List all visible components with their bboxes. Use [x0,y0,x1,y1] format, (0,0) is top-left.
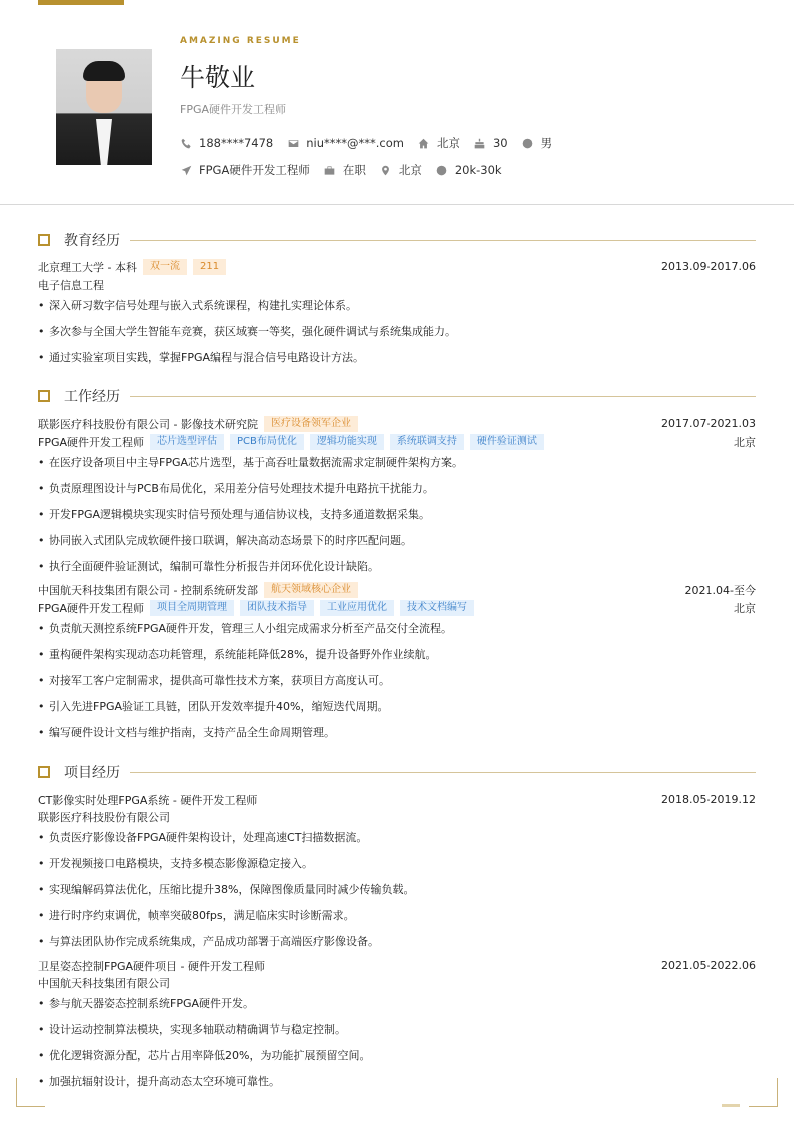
brand-label: AMAZING RESUME [180,36,301,46]
project-org-row [38,974,756,991]
skill-tag: 系统联调支持 [390,434,464,450]
section-rule [130,772,756,773]
status-text: 在职 [342,163,366,177]
section-projects-header [38,762,756,782]
company-tag: 医疗设备领军企业 [264,416,358,432]
project-title-row [38,957,756,974]
major-name: 电子信息工程 [38,278,104,292]
project-bullet: • 负责医疗影像设备FPGA硬件架构设计，处理高速CT扫描数据流。 [38,829,756,845]
home-item [418,135,460,151]
skill-tag: PCB布局优化 [230,434,304,450]
gender-item [522,135,553,151]
section-rule [130,396,756,397]
job-bullet: • 协同嵌入式团队完成软硬件接口联调，解决高动态场景下的时序匹配问题。 [38,532,756,548]
job-role: FPGA硬件开发工程师 [38,601,145,615]
money-icon [436,164,448,176]
contact-info-row [180,135,566,151]
job-city: 北京 [734,601,756,615]
briefcase-icon [324,164,336,176]
education-bullet: • 多次参与全国大学生智能车竞赛，获区域赛一等奖，强化硬件调试与系统集成能力。 [38,323,756,339]
project-title-row [38,791,756,808]
job-date: 2017.07-2021.03 [661,417,756,430]
section-title: 教育经历 [64,233,120,249]
intent-city-text: 北京 [398,163,422,177]
mail-icon [287,137,299,149]
phone-text: 188****7478 [199,136,274,150]
job-bullet: • 编写硬件设计文档与维护指南，支持产品全生命周期管理。 [38,724,756,740]
section-rule [130,240,756,241]
section-title: 工作经历 [64,389,120,405]
profile-photo [56,49,152,165]
job-bullet: • 在医疗设备项目中主导FPGA芯片选型，基于高吞吐量数据流需求定制硬件架构方案。 [38,454,756,470]
section-marker-icon [38,234,50,246]
status-item [324,162,366,178]
company-tag: 航天领域核心企业 [264,582,358,598]
project-date: 2021.05-2022.06 [661,959,756,972]
project-org: 联影医疗科技股份有限公司 [38,810,170,824]
job-title: FPGA硬件开发工程师 [180,103,287,116]
education-date: 2013.09-2017.06 [661,260,756,273]
job-role-row [38,599,756,616]
skill-tag: 技术文档编写 [400,600,474,616]
job-bullet: • 重构硬件架构实现动态功耗管理，系统能耗降低28%，提升设备野外作业续航。 [38,646,756,662]
section-title: 项目经历 [64,765,120,781]
project-bullet: • 开发视频接口电路模块，支持多模态影像源稳定接入。 [38,855,756,871]
section-work-header [38,386,756,406]
age-item [474,136,508,150]
job-company-row [38,415,756,432]
job-bullet: • 对接军工客户定制需求，提供高可靠性技术方案，获项目方高度认可。 [38,672,756,688]
project-bullet: • 优化逻辑资源分配，芯片占用率降低20%，为功能扩展预留空间。 [38,1047,756,1063]
skill-tag: 硬件验证测试 [470,434,544,450]
candidate-name: 牛敬业 [180,63,256,92]
project-bullet: • 实现编解码算法优化，压缩比提升38%，保障图像质量同时减少传输负载。 [38,881,756,897]
job-bullet: • 引入先进FPGA验证工具链，团队开发效率提升40%，缩短迭代周期。 [38,698,756,714]
email-text: niu****@***.com [306,136,404,150]
skill-tag: 逻辑功能实现 [310,434,384,450]
salary-item [436,163,502,177]
school-tag: 211 [193,259,226,275]
project-bullet: • 参与航天器姿态控制系统FPGA硬件开发。 [38,995,756,1011]
gender-text: 男 [540,136,553,150]
skill-tag: 团队技术指导 [240,600,314,616]
project-org: 中国航天科技集团有限公司 [38,976,170,990]
job-company-row [38,581,756,598]
job-date: 2021.04-至今 [684,583,756,597]
section-marker-icon [38,766,50,778]
school-tag: 双一流 [143,259,187,275]
project-bullet: • 进行时序约束调优，帧率突破80fps，满足临床实时诊断需求。 [38,907,756,923]
intent-city-item [380,162,422,178]
home-text: 北京 [436,136,460,150]
project-date: 2018.05-2019.12 [661,793,756,806]
job-bullet: • 开发FPGA逻辑模块实现实时信号预处理与通信协议栈，支持多通道数据采集。 [38,506,756,522]
skill-tag: 工业应用优化 [320,600,394,616]
project-name: 卫星姿态控制FPGA硬件项目 - 硬件开发工程师 [38,959,265,973]
education-school-row [38,258,756,275]
skill-tag: 芯片选型评估 [150,434,224,450]
email-item [287,136,404,150]
top-accent-bar [38,0,124,5]
skill-tag: 项目全周期管理 [150,600,234,616]
phone-icon [180,137,192,149]
job-intent-row [180,162,516,178]
phone-item [180,136,273,150]
intent-position-text: FPGA硬件开发工程师 [199,163,310,177]
corner-decoration [749,1078,778,1107]
header-divider [0,204,794,205]
company-name: 中国航天科技集团有限公司 - 控制系统研发部 [38,583,258,597]
page-accent-mark [722,1104,740,1107]
intent-position-item [180,162,310,178]
job-city: 北京 [734,435,756,449]
job-bullet: • 负责航天测控系统FPGA硬件开发，管理三人小组完成需求分析至产品交付全流程。 [38,620,756,636]
education-major-row [38,276,756,293]
section-marker-icon [38,390,50,402]
job-bullet: • 执行全面硬件验证测试，编制可靠性分析报告并闭环优化设计缺陷。 [38,558,756,574]
location-icon [380,164,392,176]
project-bullet: • 与算法团队协作完成系统集成，产品成功部署于高端医疗影像设备。 [38,933,756,949]
salary-text: 20k-30k [454,163,502,177]
project-bullet: • 加强抗辐射设计，提升高动态太空环境可靠性。 [38,1073,756,1089]
send-icon [180,164,192,176]
job-bullet: • 负责原理图设计与PCB布局优化，采用差分信号处理技术提升电路抗干扰能力。 [38,480,756,496]
education-bullet: • 通过实验室项目实践，掌握FPGA编程与混合信号电路设计方法。 [38,349,756,365]
job-role: FPGA硬件开发工程师 [38,435,145,449]
section-education-header [38,230,756,250]
project-name: CT影像实时处理FPGA系统 - 硬件开发工程师 [38,793,258,807]
project-org-row [38,808,756,825]
project-bullet: • 设计运动控制算法模块，实现多轴联动精确调节与稳定控制。 [38,1021,756,1037]
home-icon [418,137,430,149]
corner-decoration [16,1078,45,1107]
company-name: 联影医疗科技股份有限公司 - 影像技术研究院 [38,417,258,431]
school-name: 北京理工大学 - 本科 [38,260,137,274]
user-icon [522,137,534,149]
job-role-row [38,433,756,450]
education-bullet: • 深入研习数字信号处理与嵌入式系统课程，构建扎实理论体系。 [38,297,756,313]
age-text: 30 [492,136,508,150]
cake-icon [474,137,486,149]
